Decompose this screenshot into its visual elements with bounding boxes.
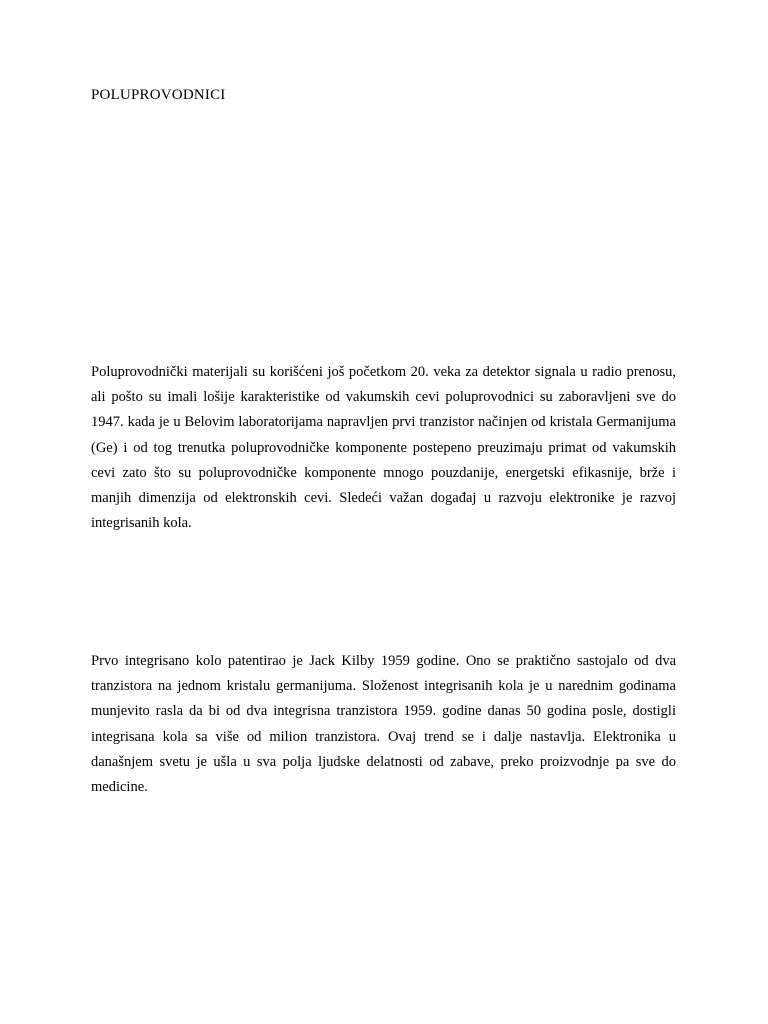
paragraph-integrated-circuits: Prvo integrisano kolo patentirao je Jack Kilby 1959 godine. Ono se praktično sastojalo od dva tranzistora na jednom kristalu germanijuma. Složenost integrisanih kola je u narednim godinama munjevito rasla da bi od dva integrisna tranzistora 1959. godine danas 50 godina posle, dostigli integrisana kola sa više od milion tranzistora. Ovaj trend se i dalje nastavlja. Elektronika u današnjem svetu je ušla u sva polja ljudske delatnosti od zabave, preko proizvodnje pa sve do medicine. xyxy=(91,653,676,796)
document-title: POLUPROVODNICI xyxy=(91,87,226,103)
paragraph-history: Poluprovodnički materijali su korišćeni još početkom 20. veka za detektor signala u radio prenosu, ali pošto su imali lošije karakteristike od vakumskih cevi poluprovodnici su zaboravljeni sve do 1947. kada je u Belovim laboratorijama napravljen prvi tranzistor načinjen od kristala Germanijuma (Ge) i od tog trenutka poluprovodničke komponente postepeno preuzimaju primat od vakumskih cevi zato što su poluprovodničke komponente mnogo pouzdanije, energetski efikasnije, brže i manjih dimenzija od elektronskih cevi. Sledeći važan događaj u razvoju elektronike je razvoj integrisanih kola. xyxy=(91,364,676,532)
